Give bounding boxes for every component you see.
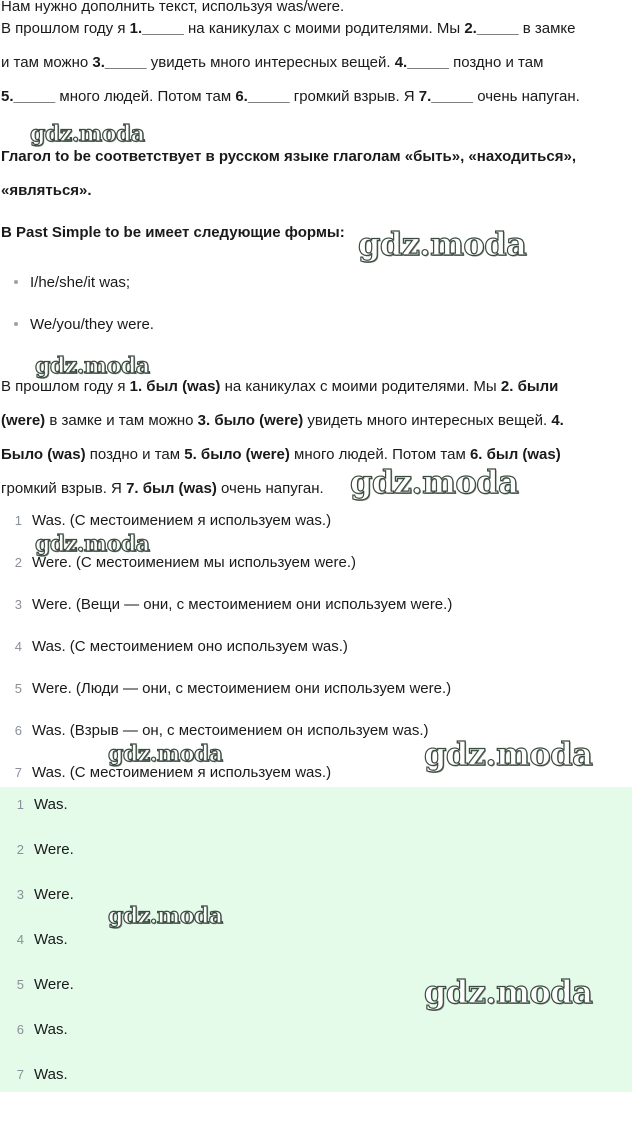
item-number: 6 (16, 1022, 24, 1037)
watermark: gdz.moda (35, 353, 150, 379)
final-answer-item: 7 Was. (0, 1057, 632, 1102)
forms-list (0, 262, 154, 346)
final-answer-item: 1 Was. (0, 787, 632, 832)
bullet-icon (14, 280, 18, 284)
explanation-item: 3 Were. (Вещи — они, с местоимением они используем were.) (0, 584, 632, 626)
explanation-item: 6 Was. (Взрыв — он, с местоимением он используем was.) (0, 710, 632, 752)
bullet-icon (14, 322, 18, 326)
watermark: gdz.moda (424, 973, 593, 1011)
task-heading: Нам нужно дополнить текст, используя was/were. (1, 0, 345, 15)
task-section (0, 0, 632, 128)
theory-line-1: Глагол to be соответствует в русском языке глаголам «быть», «находиться», (1, 148, 577, 165)
item-number: 5 (16, 977, 24, 992)
final-answer-item: 5 Were. (0, 967, 632, 1012)
item-number: 7 (16, 1067, 24, 1082)
final-answer-item: 2 Were. (0, 832, 632, 877)
answer-line: В прошлом году я 1. был (was) на каникулах с моими родителями. Мы 2. были (1, 378, 559, 395)
item-number: 7 (14, 765, 22, 780)
forms-title: В Past Simple to be имеет следующие формы: (1, 224, 345, 241)
final-answer-item: 6 Was. (0, 1012, 632, 1057)
theory-line-2: «являться». (1, 182, 92, 199)
answer-line: (were) в замке и там можно 3. было (were) увидеть много интересных вещей. 4. (1, 412, 564, 429)
final-answer-item: 4 Was. (0, 922, 632, 967)
watermark: gdz.moda (30, 121, 145, 147)
item-number: 3 (14, 597, 22, 612)
item-number: 6 (14, 723, 22, 738)
watermark: gdz.moda (35, 531, 150, 557)
watermark: gdz.moda (350, 463, 519, 501)
explanation-item: 1 Was. (С местоимением я используем was.) (0, 500, 632, 542)
answer-line: громкий взрыв. Я 7. был (was) очень напуган. (1, 480, 324, 497)
watermark: gdz.moda (424, 735, 593, 773)
forms-item: I/he/she/it was; (0, 262, 154, 304)
task-line: В прошлом году я 1._____ на каникулах с моими родителями. Мы 2._____ в замке (1, 20, 576, 37)
forms-item: We/you/they were. (0, 304, 154, 346)
watermark: gdz.moda (108, 903, 223, 929)
task-text (0, 12, 632, 114)
final-answers-box (0, 787, 632, 1092)
explanation-item: 7 Was. (С местоимением я используем was.) (0, 752, 632, 794)
answer-paragraph (0, 370, 632, 506)
final-answer-item: 3 Were. (0, 877, 632, 922)
task-line: 5._____ много людей. Потом там 6._____ громкий взрыв. Я 7._____ очень напуган. (1, 88, 580, 105)
item-number: 3 (16, 887, 24, 902)
item-number: 2 (16, 842, 24, 857)
item-number: 1 (16, 797, 24, 812)
theory-section (0, 140, 632, 250)
explanation-item: 5 Were. (Люди — они, с местоимением они используем were.) (0, 668, 632, 710)
final-answers-list (0, 787, 632, 1102)
watermark: gdz.moda (358, 225, 527, 263)
explanation-item: 2 Were. (С местоимением мы используем were.) (0, 542, 632, 584)
explanation-item: 4 Was. (С местоимением оно используем was.) (0, 626, 632, 668)
item-number: 4 (16, 932, 24, 947)
item-number: 4 (14, 639, 22, 654)
watermark: gdz.moda (108, 741, 223, 767)
item-number: 2 (14, 555, 22, 570)
item-number: 5 (14, 681, 22, 696)
answer-line: Было (was) поздно и там 5. было (were) много людей. Потом там 6. был (was) (1, 446, 561, 463)
task-line: и там можно 3._____ увидеть много интересных вещей. 4._____ поздно и там (1, 54, 544, 71)
item-number: 1 (14, 513, 22, 528)
